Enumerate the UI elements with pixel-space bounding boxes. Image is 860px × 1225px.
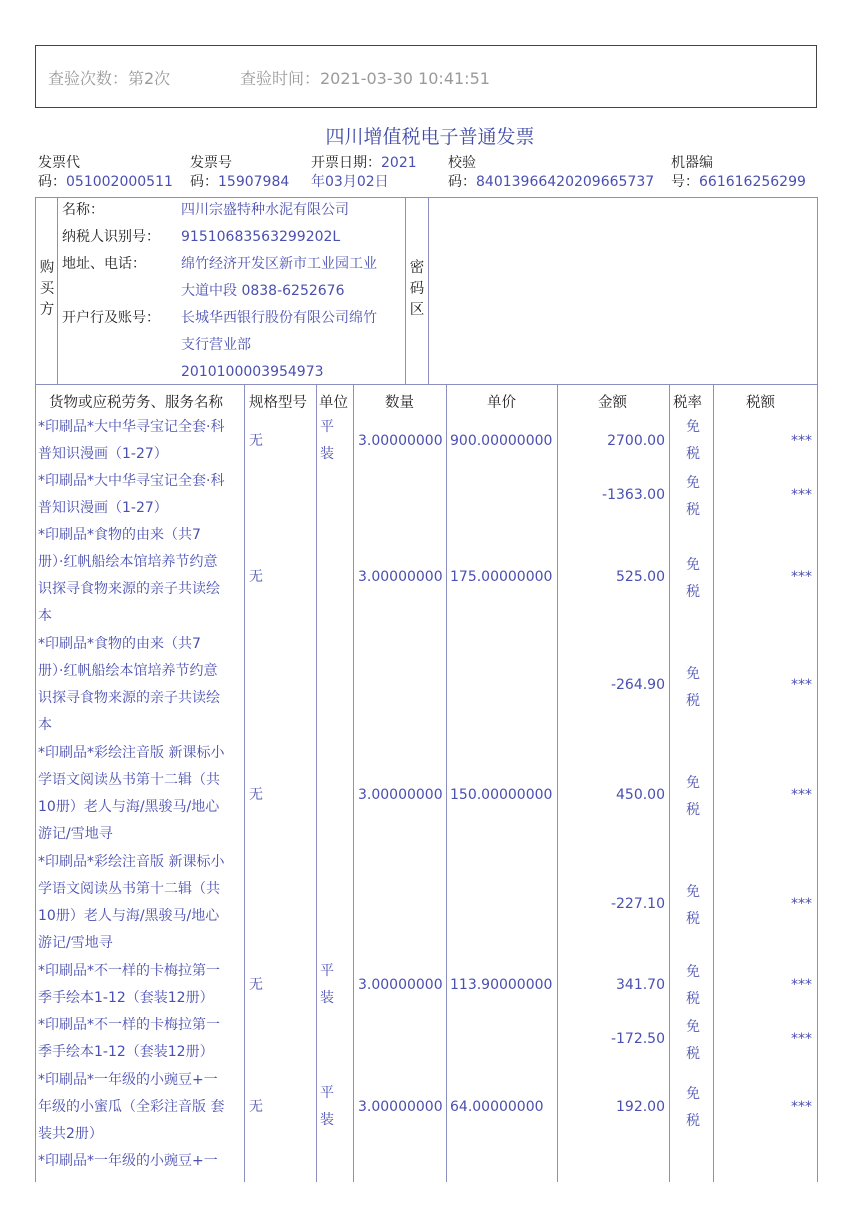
buyer-bank-line-2: 支行营业部 (181, 337, 251, 353)
invoice-title: 四川增值税电子普通发票 (325, 126, 535, 148)
buyer-address-line-2: 大道中段 0838-6252676 (181, 283, 345, 299)
buyer-address-label: 地址、电话： (62, 256, 146, 272)
buyer-address-line-1: 绵竹经济开发区新市工业园工业 (181, 256, 377, 272)
buyer-tax-id-label: 纳税人识别号： (62, 229, 160, 245)
buyer-name: 四川宗盛特种水泥有限公司 (181, 202, 349, 218)
header-tax: 税额 (746, 395, 775, 411)
buyer-name-label: 名称： (62, 202, 104, 218)
header-unit: 单位 (319, 395, 348, 411)
buyer-bank-line-3: 2010100003954973 (181, 364, 324, 380)
invoice-number: 发票号 码：15907984 (190, 155, 290, 190)
invoice-code: 发票代 码：051002000511 (38, 155, 173, 190)
check-code: 校验 码：84013966420209665737 (448, 155, 655, 190)
header-spec: 规格型号 (249, 395, 307, 411)
query-info-box (35, 45, 817, 108)
buyer-bank-label: 开户行及账号： (62, 310, 160, 326)
buyer-side-label: 购 买 方 (39, 260, 55, 318)
header-unit-price: 单价 (487, 395, 516, 411)
header-quantity: 数量 (385, 395, 414, 411)
buyer-bank-line-1: 长城华西银行股份有限公司绵竹 (181, 310, 377, 326)
header-amount: 金额 (598, 395, 627, 411)
cipher-area-label: 密 码 区 (409, 260, 425, 318)
query-count: 查验次数：第2次 (48, 69, 171, 88)
buyer-tax-id: 91510683563299202L (181, 229, 341, 245)
query-time: 查验时间：2021-03-30 10:41:51 (240, 69, 490, 88)
machine-number: 机器编 号：661616256299 (671, 155, 806, 190)
header-item-name: 货物或应税劳务、服务名称 (49, 395, 223, 411)
invoice-date: 开票日期：2021 年03月02日 (311, 155, 417, 190)
header-tax-rate: 税率 (673, 395, 702, 411)
